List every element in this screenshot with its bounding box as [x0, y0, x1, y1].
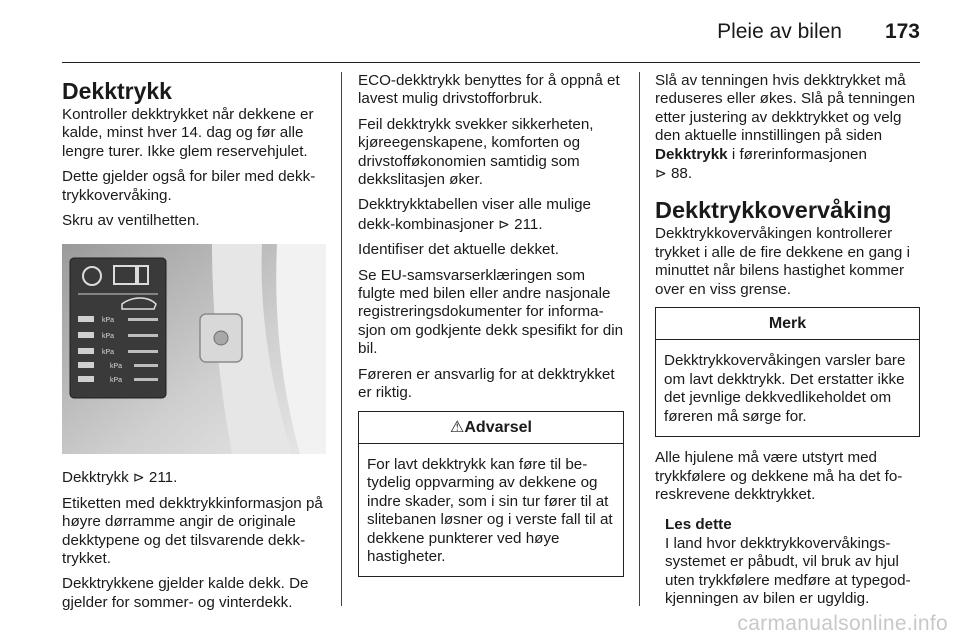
section-heading-dekktrykk: Dekktrykk — [62, 78, 172, 104]
paragraph: Dekktrykktabellen viser alle mulige dekk-kombinasjoner ⊳ 211. — [358, 196, 591, 233]
kpa-label: kPa — [110, 363, 123, 371]
note-box-body: Dekktrykkovervåkingen varsler bare om lavt dekktrykk. Det erstatter ikke det jevnlige dekkvedlikeholdet om føreren må sørge for. — [664, 352, 906, 425]
page-number: 173 — [884, 20, 920, 43]
kpa-label: kPa — [102, 349, 115, 357]
section-heading-dekktrykkovervaking: Dekktrykkovervåking — [655, 197, 892, 224]
warning-box-header — [359, 412, 623, 444]
paragraph: Slå av tenningen hvis dekktrykket må reduseres eller økes. Slå på tenningen etter justering av dekktrykket og velg den aktuelle innstillingen på siden Dekktrykk i førerinformasjonen ⊳ 88. — [655, 72, 916, 183]
kpa-label: kPa — [102, 333, 115, 341]
column-1 — [62, 72, 326, 619]
column-2 — [358, 72, 624, 589]
column-divider-1 — [341, 72, 342, 606]
paragraph: Etiketten med dekktrykkinformasjon på høyre dørramme angir de originale dekktypene og det tilsvarende dekktrykket. — [62, 494, 323, 568]
kpa-label: kPa — [102, 317, 115, 325]
header-title: Pleie av bilen — [717, 20, 842, 43]
paragraph: Skru av ventilhetten. — [62, 212, 200, 230]
paragraph: Alle hjulene må være utstyrt med trykkfølere og dekkene må ha det foreskrevene dekktrykket. — [655, 449, 903, 503]
paragraph: Dette gjelder også for biler med dekktrykkovervåking. — [62, 168, 316, 204]
paragraph: Dekktrykkovervåkingen kontrollerer trykket i alle de fire dekkene en gang i minuttet når bilens hastighet kommer over en viss grense. — [655, 225, 910, 298]
paragraph: Se EU-samsvarserklæringen som fulgte med bilen eller andre nasjonale registreringsdokumenter for informasjon om godkjente dekk spesifikt for din bil. — [358, 266, 624, 358]
kpa-label: kPa — [110, 377, 123, 385]
warning-title: Advarsel — [464, 418, 532, 436]
column-3 — [655, 72, 920, 608]
page-ref-icon: ⊳ — [498, 215, 510, 232]
page-header — [62, 0, 920, 63]
photo-caption: Dekktrykk ⊳ 211. — [62, 469, 178, 487]
note-body: I land hvor dekktrykkovervåkingssystemet er påbudt, vil bruk av hjul uten trykkfølere medføre at typegodkjenningen av bilen er ugyldig. — [665, 534, 911, 607]
column-divider-2 — [639, 72, 640, 606]
note-title: Les dette — [665, 516, 732, 534]
paragraph: Dekktrykkene gjelder kalde dekk. De gjelder for sommer- og vinterdekk. — [62, 575, 309, 611]
warning-box — [358, 411, 624, 578]
paragraph: Kontroller dekktrykket når dekkene er kalde, minst hver 14. dag og før alle lengre turer. Ikke glem reservehjulet. — [62, 106, 314, 160]
tire-pressure-label-photo — [62, 244, 326, 454]
menu-term: Dekktrykk — [655, 145, 728, 163]
watermark: carmanualsonline.info — [737, 612, 948, 635]
read-this-note — [655, 516, 920, 608]
paragraph: Føreren er ansvarlig for at dekktrykket er riktig. — [358, 365, 615, 402]
note-box — [655, 307, 920, 437]
paragraph: Feil dekktrykk svekker sikkerheten, kjøreegenskapene, komforten og drivstofføkonomien samtidig som dekkslitasjen øker. — [358, 115, 594, 189]
warning-body: For lavt dekktrykk kan føre til betydelig oppvarming av dekkene og indre skader, som i sin tur fører til at slitebanen løsner og i verste fall til at dekkene punkterer ved høye hastigheter. — [367, 455, 613, 565]
warning-triangle-icon: ⚠ — [450, 418, 465, 436]
paragraph: Identifiser det aktuelle dekket. — [358, 241, 559, 259]
page-ref-icon: ⊳ — [655, 165, 667, 182]
paragraph: ECO-dekktrykk benyttes for å oppnå et lavest mulig drivstofforbruk. — [358, 72, 620, 108]
page-ref-icon: ⊳ — [132, 469, 145, 486]
note-box-header: Merk — [656, 308, 919, 340]
